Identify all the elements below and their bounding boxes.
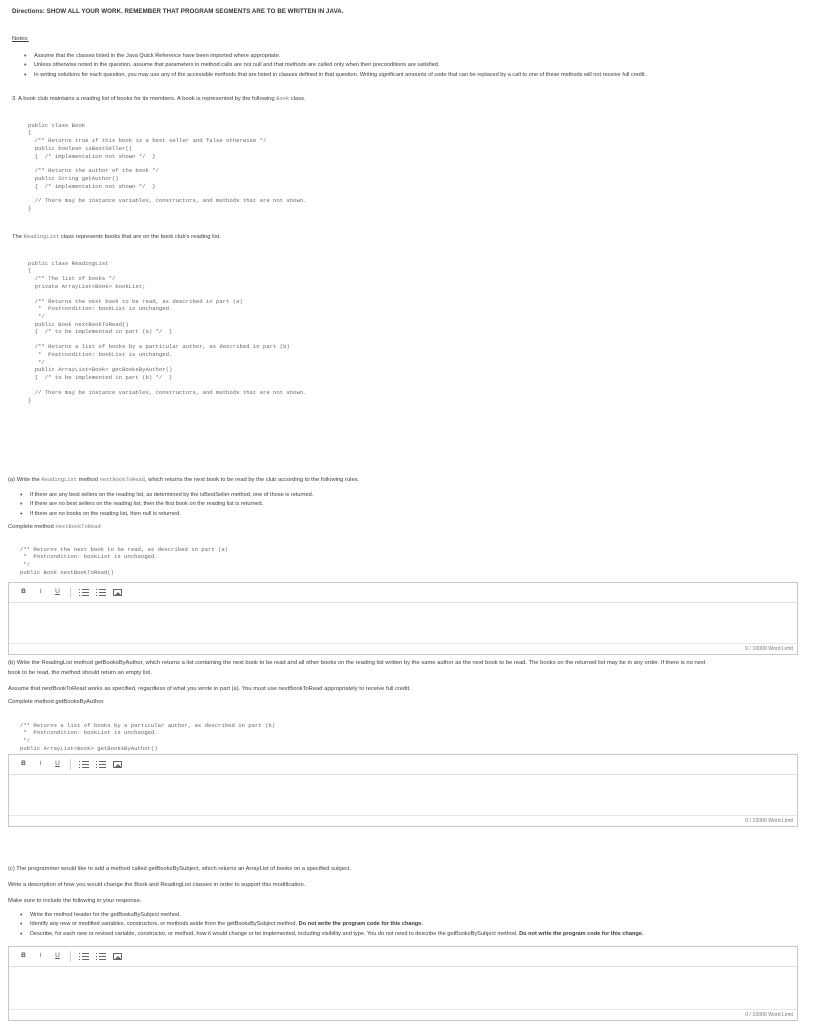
toolbar-divider bbox=[70, 951, 71, 962]
editor-toolbar bbox=[9, 583, 797, 603]
bold-note: Do not write the program code for this change. bbox=[298, 921, 423, 928]
note-item: • Unless otherwise noted in the question, assume that parameters in method calls are not null and that methods are called only when their preconditions are satisfied. bbox=[20, 62, 646, 69]
code-line: /** Returns a list of books by a particular author, as described in part (b) bbox=[20, 721, 276, 729]
part-a-code-block bbox=[20, 538, 228, 584]
readinglist-intro-code: ReadingList bbox=[23, 234, 60, 240]
part-a-text: method bbox=[78, 477, 98, 483]
rule-item: • If there are any best sellers on the reading list, as determined by the isBestSeller method, one of those is returned. bbox=[16, 492, 313, 499]
part-a-complete bbox=[8, 524, 101, 532]
code-line: { bbox=[28, 267, 32, 275]
part-c-line2: Write a description of how you would change the Book and ReadingList classes in order to support this modification. bbox=[8, 882, 306, 888]
readinglist-intro-text-end: class represents books that are on the book club's reading list. bbox=[60, 234, 221, 240]
ordered-list-icon[interactable] bbox=[75, 758, 92, 772]
readinglist-intro-text: The bbox=[12, 234, 22, 240]
code-line: public class ReadingList bbox=[28, 259, 109, 267]
code-line: { /* to be implemented in part (b) */ } bbox=[28, 374, 173, 382]
part-b-assume: Assume that nextBookToRead works as specified, regardless of what you wrote in part (a). You must use nextBookToRead appropriately to receive full credit. bbox=[8, 686, 411, 692]
part-a-rules bbox=[16, 492, 313, 520]
code-line: /** Returns the next book to be read, as described in part (a) bbox=[28, 297, 243, 305]
notes-list bbox=[20, 53, 646, 81]
bullet-item bbox=[16, 921, 643, 928]
bold-icon[interactable]: B bbox=[21, 952, 26, 960]
bulleted-list-icon[interactable] bbox=[92, 758, 109, 772]
underline-icon[interactable]: U bbox=[55, 760, 60, 768]
note-item: • In writing solutions for each question, you may use any of the accessible methods that are listed in classes defined in that question. Writing significant amounts of code that can be replaced by a call to one of these methods will not receive full credit. bbox=[20, 72, 646, 79]
code-line: */ bbox=[20, 561, 31, 569]
code-line: { bbox=[28, 129, 32, 137]
code-line: public Book nextBookToRead() bbox=[20, 568, 114, 576]
part-a-text: , which returns the next book to be read by the club according to the following rules. bbox=[144, 477, 360, 483]
code-line: */ bbox=[20, 737, 31, 745]
bullet-text: Identify any new or modified variables, constructors, or methods aside from the getBooksBySubject method. bbox=[30, 921, 298, 928]
underline-icon[interactable]: U bbox=[55, 588, 60, 596]
word-limit: 0 / 10000 Word Limit bbox=[9, 815, 797, 826]
code-line: { /* implementation not shown */ } bbox=[28, 152, 156, 160]
code-line: public Book nextBookToRead() bbox=[28, 320, 129, 328]
word-limit: 0 / 10000 Word Limit bbox=[9, 1009, 797, 1020]
part-a-text: (a) Write the bbox=[8, 477, 40, 483]
part-a-code: nextBookToRead bbox=[99, 477, 145, 483]
image-icon[interactable] bbox=[109, 950, 126, 964]
q3-intro-code: Book bbox=[276, 96, 290, 102]
toolbar-divider bbox=[70, 587, 71, 598]
code-line: /** Returns true if this book is a best seller and false otherwise */ bbox=[28, 137, 267, 145]
part-c-line1: (c) The programmer would like to add a method called getBooksBySubject, which returns an ArrayList of books on a specified subject. bbox=[8, 866, 352, 872]
italic-icon[interactable]: I bbox=[39, 952, 42, 960]
part-a-intro bbox=[8, 477, 359, 485]
image-icon[interactable] bbox=[109, 758, 126, 772]
italic-icon[interactable]: I bbox=[39, 760, 42, 768]
code-line: /** Returns the next book to be read, as described in part (a) bbox=[20, 545, 229, 553]
ordered-list-icon[interactable] bbox=[75, 950, 92, 964]
code-line: * Postcondition: bookList is unchanged. bbox=[20, 729, 158, 737]
code-line: private ArrayList<Book> bookList; bbox=[28, 282, 146, 290]
bold-note: Do not write the program code for this change. bbox=[519, 930, 644, 937]
ordered-list-icon[interactable] bbox=[75, 586, 92, 600]
code-line: public String getAuthor() bbox=[28, 175, 119, 183]
code-line: */ bbox=[28, 313, 45, 321]
code-line: public ArrayList<Book> getBooksByAuthor() bbox=[20, 744, 158, 752]
bulleted-list-icon[interactable] bbox=[92, 586, 109, 600]
part-c-bullets bbox=[16, 912, 643, 940]
answer-editor-a bbox=[8, 582, 798, 655]
code-line: * Postcondition: bookList is unchanged. bbox=[20, 553, 158, 561]
code-line: { /* to be implemented in part (a) */ } bbox=[28, 328, 173, 336]
toolbar-divider bbox=[70, 759, 71, 770]
part-c-line3: Make sure to include the following in your response. bbox=[8, 898, 142, 904]
answer-textarea-b[interactable] bbox=[9, 775, 797, 815]
notes-heading: Notes: bbox=[12, 36, 29, 42]
code-line: * Postcondition: bookList is unchanged. bbox=[28, 305, 173, 313]
q3-intro bbox=[12, 96, 306, 104]
rule-item: • If there are no best sellers on the reading list, then the first book on the reading list is returned. bbox=[16, 501, 313, 508]
part-a-complete-code: nextBookToRead bbox=[55, 524, 101, 530]
editor-toolbar bbox=[9, 755, 797, 775]
image-icon[interactable] bbox=[109, 586, 126, 600]
part-a-code: ReadingList bbox=[41, 477, 78, 483]
note-item: • Assume that the classes listed in the Java Quick Reference have been imported where appropriate. bbox=[20, 53, 646, 60]
answer-editor-b bbox=[8, 754, 798, 827]
code-line: public ArrayList<Book> getBooksByAuthor() bbox=[28, 366, 173, 374]
answer-textarea-c[interactable] bbox=[9, 967, 797, 1009]
readinglist-class-code bbox=[28, 252, 307, 412]
book-class-code bbox=[28, 114, 307, 221]
code-line: public class Book bbox=[28, 121, 86, 129]
code-line: } bbox=[28, 396, 32, 404]
code-line: /** Returns a list of books by a particular author, as described in part (b) bbox=[28, 343, 290, 351]
bullet-item bbox=[16, 931, 643, 938]
italic-icon[interactable]: I bbox=[39, 588, 42, 596]
code-line: /** Returns the author of the book */ bbox=[28, 167, 159, 175]
underline-icon[interactable]: U bbox=[55, 952, 60, 960]
code-line: // There may be instance variables, constructors, and methods that are not shown. bbox=[28, 388, 307, 396]
code-line: { /* implementation not shown */ } bbox=[28, 182, 156, 190]
bulleted-list-icon[interactable] bbox=[92, 950, 109, 964]
readinglist-intro bbox=[12, 234, 221, 242]
code-line: /** The list of books */ bbox=[28, 275, 116, 283]
bold-icon[interactable]: B bbox=[21, 588, 26, 596]
part-a-complete-text: Complete method bbox=[8, 524, 54, 530]
part-b-line: book to be read, the method should return an empty list. bbox=[8, 669, 152, 676]
bullet-item: • Write the method header for the getBooksBySubject method. bbox=[16, 912, 643, 919]
code-line: public boolean isBestSeller() bbox=[28, 144, 133, 152]
rule-item: • If there are no books on the reading list, then null is returned. bbox=[16, 511, 313, 518]
part-b-intro bbox=[8, 660, 705, 677]
code-line: // There may be instance variables, constructors, and methods that are not shown. bbox=[28, 197, 307, 205]
word-limit: 0 / 10000 Word Limit bbox=[9, 643, 797, 654]
directions: Directions: SHOW ALL YOUR WORK. REMEMBER THAT PROGRAM SEGMENTS ARE TO BE WRITTEN IN JAVA. bbox=[12, 8, 344, 15]
editor-toolbar bbox=[9, 947, 797, 967]
part-b-line: (b) Write the ReadingList method getBooksByAuthor, which returns a list containing the next book to be read and all other books on the reading list written by the same author as the next book to be read. The books on the returned list may be in any order. If there is no next bbox=[8, 660, 706, 666]
q3-intro-text-end: class. bbox=[290, 96, 306, 102]
code-line: * Postcondition: bookList is unchanged. bbox=[28, 350, 173, 358]
q3-intro-text: 3. A book club maintains a reading list of books for its members. A book is represented by the following bbox=[12, 96, 275, 102]
bullet-text: Describe, for each new or revised variable, constructor, or method, how it would change or be implemented, including visibility and type. You do not need to describe the getBooksBySubject method. bbox=[30, 930, 518, 937]
answer-editor-c bbox=[8, 946, 798, 1021]
code-line: } bbox=[28, 205, 32, 213]
part-b-complete: Complete method getBooksByAuthor. bbox=[8, 699, 105, 705]
answer-textarea-a[interactable] bbox=[9, 603, 797, 643]
code-line: */ bbox=[28, 358, 45, 366]
bold-icon[interactable]: B bbox=[21, 760, 26, 768]
